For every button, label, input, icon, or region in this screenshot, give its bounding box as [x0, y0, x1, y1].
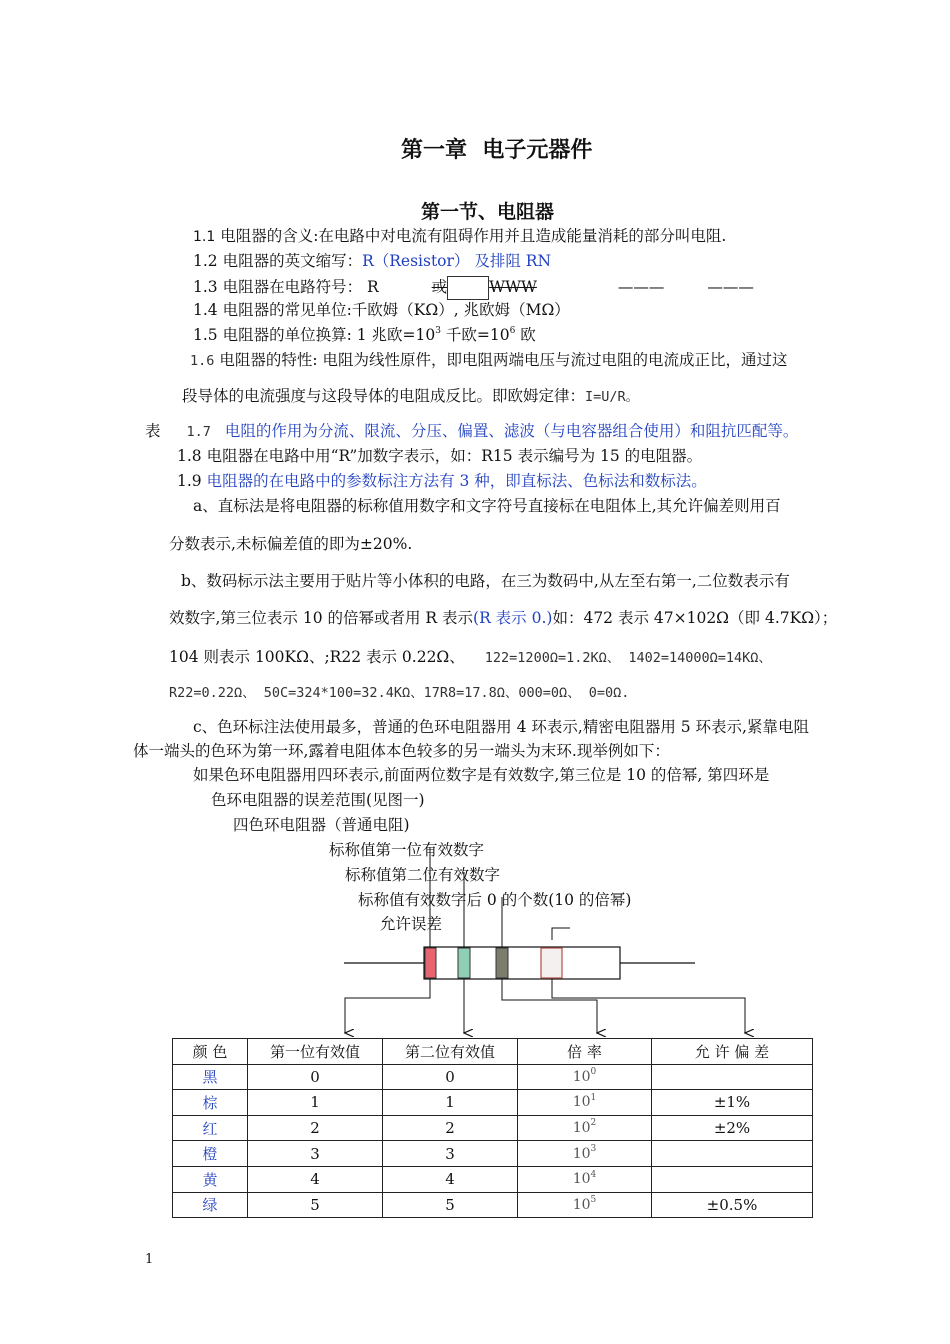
table-row: [173, 1141, 813, 1167]
color-band-2: [458, 948, 470, 978]
item-1-8: 1.8 电阻器在电路中用“R”加数字表示，如：R15 表示编号为 15 的电阻器。: [177, 447, 703, 465]
multiplier-exp: 5: [590, 1195, 597, 1206]
multiplier-exp: 2: [590, 1118, 597, 1129]
para-c-line5: 四色环电阻器（普通电阻): [233, 816, 410, 834]
leader-tolerance: [552, 928, 570, 940]
item-1-2-pre: 1.2 电阻器的英文缩写：: [193, 252, 363, 270]
cell-color: 红: [173, 1115, 248, 1141]
item-1-5-pre: 1.5 电阻器的单位换算: 1 兆欧=10: [193, 326, 436, 344]
item-1-7-num: 1.7: [186, 424, 211, 440]
cell-color: 黑: [173, 1064, 248, 1090]
cell-multiplier: [518, 1064, 652, 1090]
cell-multiplier: [518, 1192, 652, 1218]
table-row: [173, 1166, 813, 1192]
item-1-7-text: 电阻的作用为分流、限流、分压、偏置、滤波（与电容器组合使用）和阻抗匹配等。: [224, 422, 799, 440]
cell-multiplier: [518, 1141, 652, 1167]
item-1-3-dash2: ———: [707, 278, 754, 296]
para-c-line2: 体一端头的色环为第一环,露着电阻体本色较多的另一端头为末环.现举例如下：: [133, 742, 670, 760]
multiplier-base: 10: [572, 1145, 591, 1162]
cell-tolerance: [652, 1064, 813, 1090]
para-b-line3-b: 122=1200Ω=1.2KΩ、 1402=14000Ω=14KΩ、: [484, 650, 772, 666]
para-c-line3: 如果色环电阻器用四环表示,前面两位数字是有效数字,第三位是 10 的倍幂, 第四环是: [193, 766, 770, 784]
color-band-3: [496, 948, 508, 978]
item-1-7-prefix: 表: [145, 422, 161, 440]
multiplier-exp: 1: [590, 1092, 597, 1103]
item-1-4: 1.4 电阻器的常见单位:千欧姆（KΩ）, 兆欧姆（MΩ）: [193, 301, 570, 319]
diagram-label-tolerance: 允许误差: [380, 915, 443, 933]
item-1-6-text: 电阻器的特性: 电阻为线性原件，即电阻两端电压与流过电阻的电流成正比，通过这: [214, 351, 788, 369]
para-a-line2: 分数表示,未标偏差值的即为±20%.: [169, 535, 413, 553]
header-color: 颜 色: [173, 1039, 248, 1065]
cell-first-digit: 1: [248, 1090, 383, 1116]
multiplier-base: 10: [572, 1094, 591, 1111]
header-multiplier: 倍 率: [518, 1039, 652, 1065]
item-1-5-post: 欧: [515, 326, 536, 344]
cell-color: 棕: [173, 1090, 248, 1116]
cell-first-digit: 4: [248, 1166, 383, 1192]
chapter-number: 第一章: [401, 138, 468, 163]
item-1-6-cont-a: 段导体的电流强度与这段导体的电阻成反比。即欧姆定律：: [182, 387, 586, 405]
cell-second-digit: 5: [383, 1192, 518, 1218]
multiplier-exp: 0: [590, 1067, 597, 1078]
header-first-digit: 第一位有效值: [248, 1039, 383, 1065]
item-1-3-or: 或: [431, 278, 448, 296]
cell-second-digit: 1: [383, 1090, 518, 1116]
table-row: [173, 1192, 813, 1218]
para-a-line1: a、直标法是将电阻器的标称值用数字和文字符号直接标在电阻体上,其允许偏差则用百: [193, 497, 781, 515]
cell-second-digit: 3: [383, 1141, 518, 1167]
cell-tolerance: [652, 1141, 813, 1167]
item-1-5-mid: 千欧=10: [440, 326, 510, 344]
cell-second-digit: 2: [383, 1115, 518, 1141]
para-b-line3-a: 104 则表示 100KΩ、;R22 表示 0.22Ω、: [169, 648, 465, 666]
color-band-4: [541, 948, 562, 978]
cell-first-digit: 0: [248, 1064, 383, 1090]
resistor-body: [424, 947, 620, 979]
item-1-3-pre: 1.3 电阻器在电路符号： R: [193, 278, 379, 296]
arrow-to-col4: [552, 979, 745, 1033]
diagram-label-multiplier: 标称值有效数字后 0 的个数(10 的倍幂): [358, 891, 632, 909]
color-code-table: [172, 1038, 813, 1218]
table-row: [173, 1064, 813, 1090]
table-row: [173, 1090, 813, 1116]
color-band-1: [425, 948, 436, 978]
cell-color: 橙: [173, 1141, 248, 1167]
item-1-5-exp2: 6: [509, 325, 516, 336]
cell-color: 绿: [173, 1192, 248, 1218]
cell-tolerance: ±1%: [652, 1090, 813, 1116]
item-1-9-num: 1.9: [177, 472, 202, 490]
para-c-line1: c、色环标注法使用最多，普通的色环电阻器用 4 环表示,精密电阻器用 5 环表示,紧靠电阻: [193, 718, 809, 736]
cell-first-digit: 3: [248, 1141, 383, 1167]
table-row: [173, 1115, 813, 1141]
header-tolerance: 允 许 偏 差: [652, 1039, 813, 1065]
para-b-line4: R22=0.22Ω、 50C=324*100=32.4KΩ、17R8=17.8Ω、000=0Ω、 0=0Ω.: [169, 685, 630, 701]
para-c-line4: 色环电阻器的误差范围(见图一): [211, 791, 425, 809]
cell-tolerance: ±2%: [652, 1115, 813, 1141]
diagram-label-second-digit: 标称值第二位有效数字: [345, 866, 501, 884]
cell-second-digit: 0: [383, 1064, 518, 1090]
diagram-label-first-digit: 标称值第一位有效数字: [329, 841, 485, 859]
cell-multiplier: [518, 1166, 652, 1192]
para-b-line2-c: 如：472 表示 47×102Ω（即 4.7KΩ）；: [552, 609, 838, 627]
item-1-6-cont-b: I=U/R。: [585, 389, 640, 405]
item-1-9-text: 电阻器的在电路中的参数标注方法有 3 种，即直标法、色标法和数标法。: [201, 472, 707, 490]
cell-multiplier: [518, 1090, 652, 1116]
item-1-3-www: WWW: [489, 278, 537, 296]
page-number: 1: [145, 1252, 154, 1267]
item-1-5-exp1: 3: [435, 325, 441, 336]
cell-color: 黄: [173, 1166, 248, 1192]
section-title: 第一节、电阻器: [421, 201, 555, 223]
multiplier-exp: 4: [590, 1169, 597, 1180]
cell-multiplier: [518, 1115, 652, 1141]
para-b-line1: b、数码标示法主要用于贴片等小体积的电路，在三为数码中,从左至右第一,二位数表示有: [181, 572, 790, 590]
multiplier-exp: 3: [590, 1144, 597, 1155]
arrow-to-col3: [502, 979, 597, 1033]
arrow-to-col1: [345, 979, 430, 1033]
item-1-1-text: 电阻器的含义:在电路中对电流有阻碍作用并且造成能量消耗的部分叫电阻.: [215, 227, 727, 245]
item-1-6-num: 1.6: [190, 353, 215, 369]
header-second-digit: 第二位有效值: [383, 1039, 518, 1065]
para-b-line2-b: (R 表示 0.): [473, 609, 553, 627]
multiplier-base: 10: [572, 1120, 591, 1137]
multiplier-base: 10: [572, 1171, 591, 1188]
para-b-line2-a: 效数字,第三位表示 10 的倍幂或者用 R 表示: [169, 609, 474, 627]
cell-tolerance: [652, 1166, 813, 1192]
multiplier-base: 10: [572, 1068, 591, 1085]
item-1-1-num: 1.1: [193, 229, 216, 245]
cell-first-digit: 2: [248, 1115, 383, 1141]
item-1-2-abbr: R（Resistor） 及排阻 RN: [362, 252, 552, 270]
cell-second-digit: 4: [383, 1166, 518, 1192]
cell-tolerance: ±0.5%: [652, 1192, 813, 1218]
table-header-row: [173, 1039, 813, 1065]
item-1-3-dash1: ———: [617, 278, 665, 296]
multiplier-base: 10: [572, 1196, 591, 1213]
cell-first-digit: 5: [248, 1192, 383, 1218]
chapter-name: 电子元器件: [482, 138, 593, 163]
